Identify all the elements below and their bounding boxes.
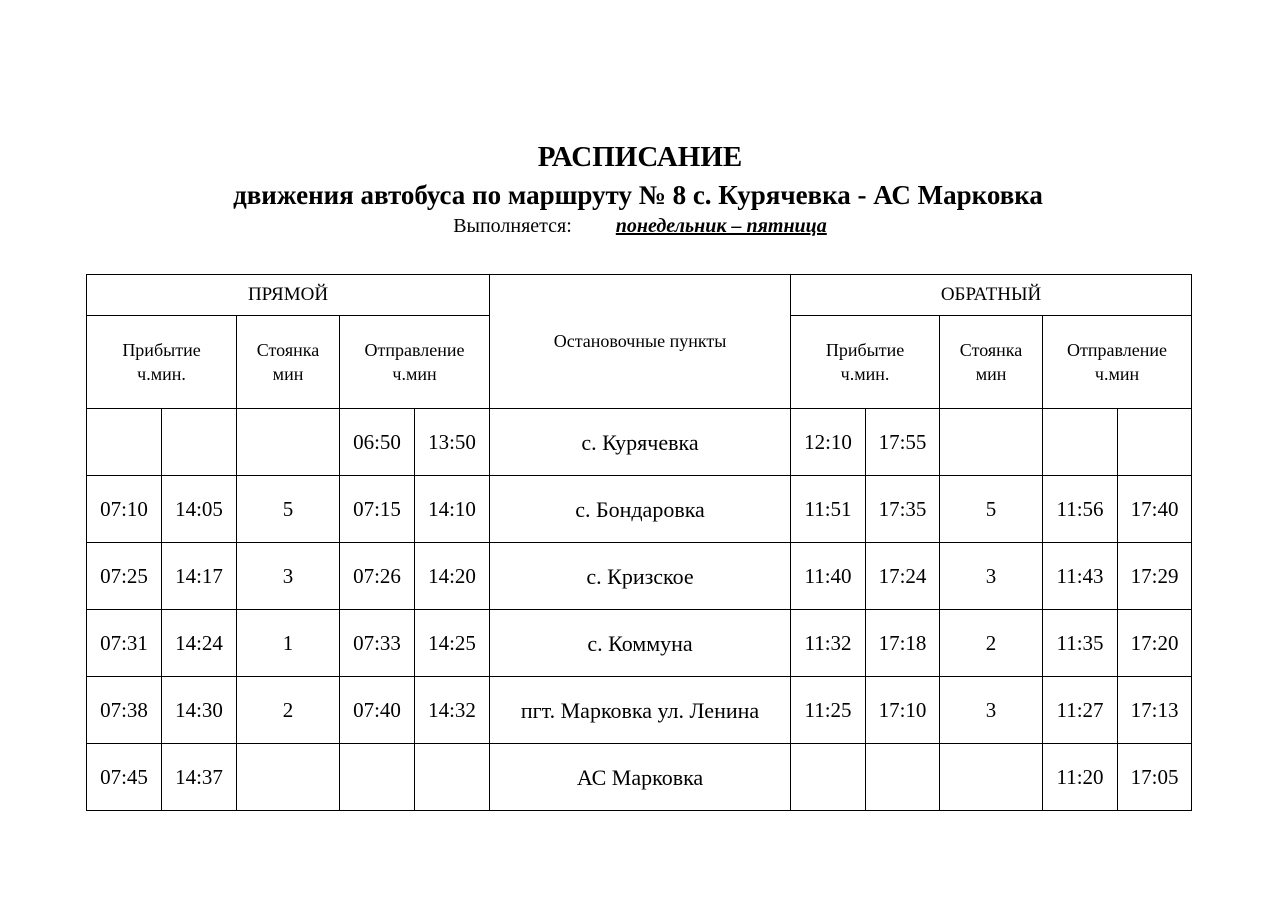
stop-name: пгт. Марковка ул. Ленина xyxy=(490,677,791,744)
direct-arrival-2 xyxy=(162,409,237,476)
reverse-arrival-1: 11:25 xyxy=(791,677,866,744)
reverse-stop-minutes: 3 xyxy=(940,677,1043,744)
direct-stop-minutes: 1 xyxy=(237,610,340,677)
reverse-arrival-1: 11:40 xyxy=(791,543,866,610)
direct-arrival-2: 14:37 xyxy=(162,744,237,811)
stop-name: с. Кризское xyxy=(490,543,791,610)
schedule-table xyxy=(86,274,1192,811)
direct-departure-1: 07:15 xyxy=(340,476,415,543)
table-row xyxy=(87,476,1192,543)
reverse-departure-1 xyxy=(1043,409,1118,476)
table-row xyxy=(87,677,1192,744)
direct-departure-1: 06:50 xyxy=(340,409,415,476)
direct-arrival-2: 14:17 xyxy=(162,543,237,610)
direct-arrival-1: 07:38 xyxy=(87,677,162,744)
direct-direction-header: ПРЯМОЙ xyxy=(87,275,490,316)
reverse-departure-1: 11:35 xyxy=(1043,610,1118,677)
direct-stop-minutes: 5 xyxy=(237,476,340,543)
document-subtitle: движения автобуса по маршруту № 8 с. Курячевка - АС Марковка xyxy=(233,180,1043,210)
reverse-departure-1: 11:20 xyxy=(1043,744,1118,811)
reverse-stop-minutes xyxy=(940,409,1043,476)
direct-stop-minutes: 3 xyxy=(237,543,340,610)
reverse-departure-header: Отправление ч.мин xyxy=(1043,316,1192,409)
reverse-departure-2 xyxy=(1118,409,1192,476)
reverse-arrival-header: Прибытие ч.мин. xyxy=(791,316,940,409)
reverse-arrival-1: 11:51 xyxy=(791,476,866,543)
direct-arrival-1: 07:45 xyxy=(87,744,162,811)
reverse-stop-minutes xyxy=(940,744,1043,811)
direct-stop-minutes xyxy=(237,744,340,811)
reverse-departure-1: 11:56 xyxy=(1043,476,1118,543)
reverse-arrival-2: 17:24 xyxy=(866,543,940,610)
reverse-departure-2: 17:20 xyxy=(1118,610,1192,677)
table-row xyxy=(87,543,1192,610)
reverse-arrival-2: 17:10 xyxy=(866,677,940,744)
operating-days-value: понедельник – пятница xyxy=(615,215,827,237)
direct-arrival-1: 07:25 xyxy=(87,543,162,610)
direct-departure-2: 14:25 xyxy=(415,610,490,677)
table-row xyxy=(87,409,1192,476)
reverse-stop-header: Стоянка мин xyxy=(940,316,1043,409)
stop-name: с. Бондаровка xyxy=(490,476,791,543)
table-row xyxy=(87,744,1192,811)
direct-stop-minutes: 2 xyxy=(237,677,340,744)
stops-header: Остановочные пункты xyxy=(490,275,791,409)
operating-days xyxy=(0,213,1280,239)
document-title: РАСПИСАНИЕ xyxy=(537,141,743,173)
direct-departure-2: 14:10 xyxy=(415,476,490,543)
reverse-arrival-2: 17:55 xyxy=(866,409,940,476)
operating-days-label: Выполняется: xyxy=(453,215,572,237)
reverse-departure-2: 17:29 xyxy=(1118,543,1192,610)
reverse-arrival-1 xyxy=(791,744,866,811)
direct-departure-1: 07:33 xyxy=(340,610,415,677)
stop-name: АС Марковка xyxy=(490,744,791,811)
direct-arrival-2: 14:05 xyxy=(162,476,237,543)
reverse-arrival-1: 11:32 xyxy=(791,610,866,677)
direct-departure-2: 13:50 xyxy=(415,409,490,476)
direct-arrival-1: 07:10 xyxy=(87,476,162,543)
reverse-departure-1: 11:27 xyxy=(1043,677,1118,744)
reverse-arrival-2: 17:35 xyxy=(866,476,940,543)
direct-arrival-header: Прибытие ч.мин. xyxy=(87,316,237,409)
direct-departure-2: 14:32 xyxy=(415,677,490,744)
stop-name: с. Курячевка xyxy=(490,409,791,476)
reverse-departure-2: 17:05 xyxy=(1118,744,1192,811)
reverse-arrival-2: 17:18 xyxy=(866,610,940,677)
direct-departure-1: 07:26 xyxy=(340,543,415,610)
direct-departure-2 xyxy=(415,744,490,811)
direct-departure-2: 14:20 xyxy=(415,543,490,610)
direct-departure-header: Отправление ч.мин xyxy=(340,316,490,409)
direct-arrival-1 xyxy=(87,409,162,476)
direct-stop-header: Стоянка мин xyxy=(237,316,340,409)
table-row xyxy=(87,610,1192,677)
direct-arrival-1: 07:31 xyxy=(87,610,162,677)
direct-departure-1: 07:40 xyxy=(340,677,415,744)
direct-arrival-2: 14:30 xyxy=(162,677,237,744)
reverse-stop-minutes: 5 xyxy=(940,476,1043,543)
stop-name: с. Коммуна xyxy=(490,610,791,677)
direct-arrival-2: 14:24 xyxy=(162,610,237,677)
direct-departure-1 xyxy=(340,744,415,811)
reverse-arrival-2 xyxy=(866,744,940,811)
reverse-arrival-1: 12:10 xyxy=(791,409,866,476)
reverse-departure-2: 17:40 xyxy=(1118,476,1192,543)
reverse-direction-header: ОБРАТНЫЙ xyxy=(791,275,1192,316)
reverse-departure-1: 11:43 xyxy=(1043,543,1118,610)
direct-stop-minutes xyxy=(237,409,340,476)
reverse-stop-minutes: 2 xyxy=(940,610,1043,677)
reverse-stop-minutes: 3 xyxy=(940,543,1043,610)
reverse-departure-2: 17:13 xyxy=(1118,677,1192,744)
